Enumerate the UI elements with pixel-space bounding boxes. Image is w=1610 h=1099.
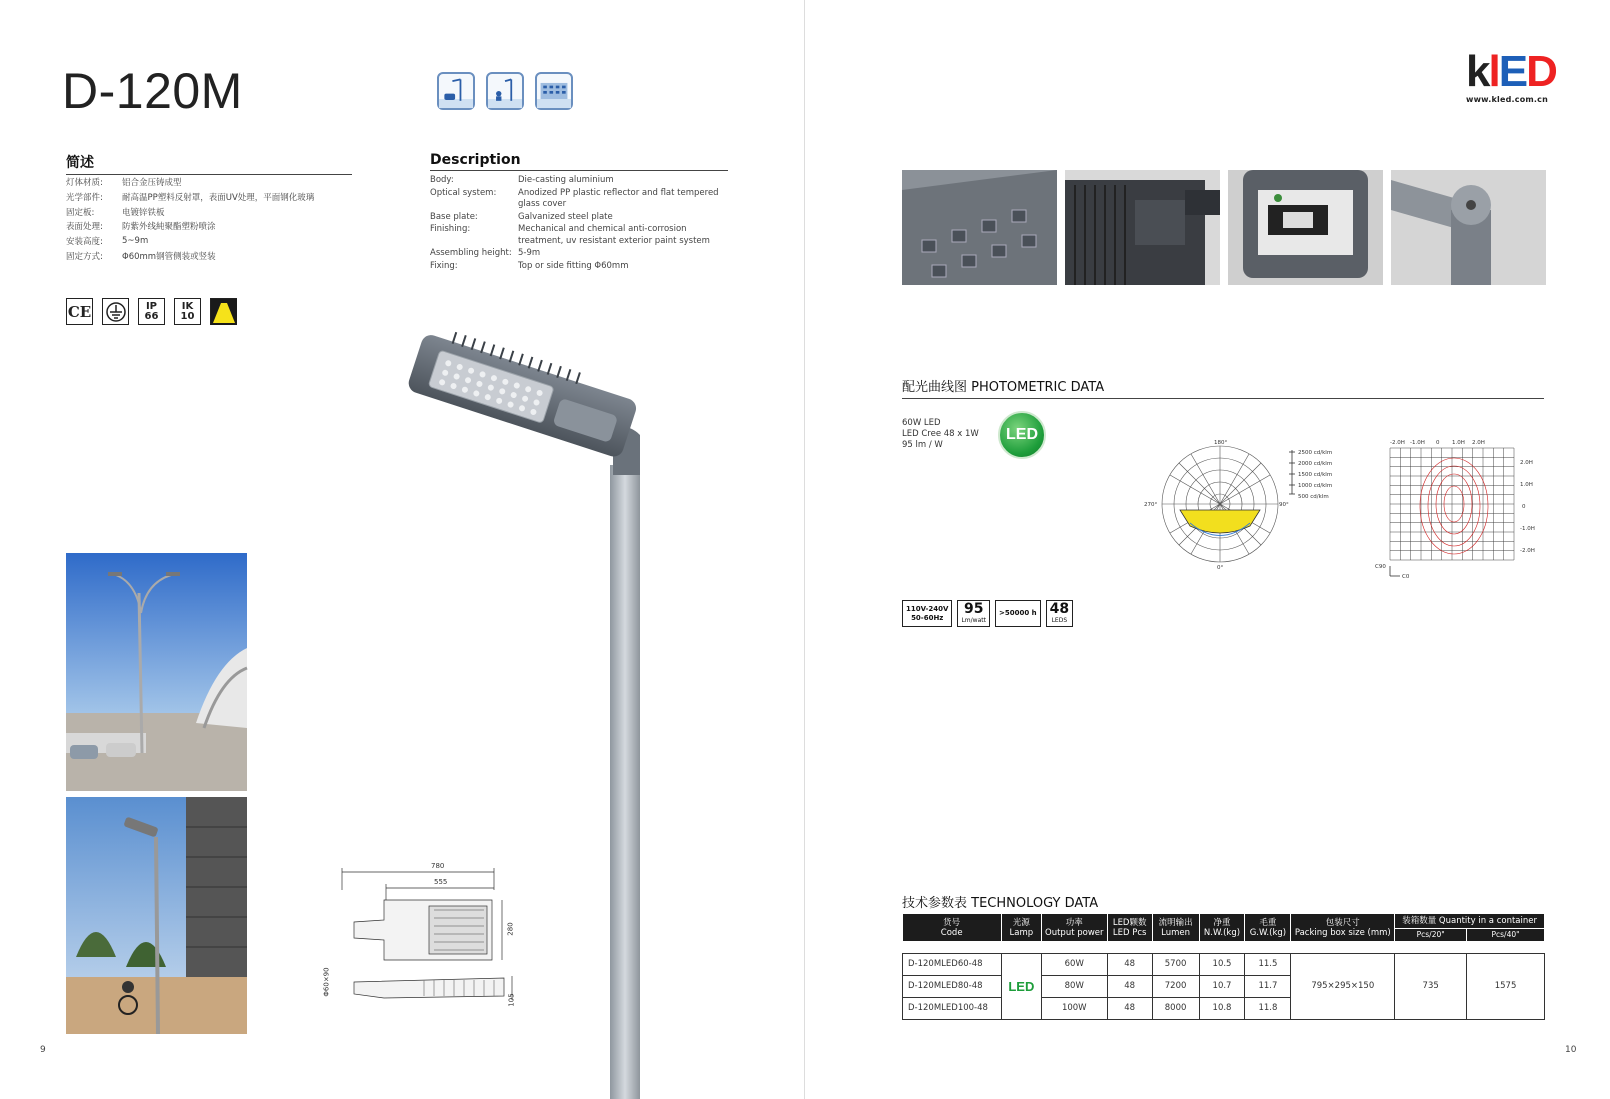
dim-label-105: 105 (507, 993, 516, 1007)
installation-photo-plaza (66, 797, 247, 1034)
summary-cn-row (66, 248, 366, 263)
spec-value: 铝合金压铸成型 (122, 178, 182, 189)
spec-value: Die-casting aluminium (518, 175, 614, 185)
spec-badges (902, 600, 1073, 627)
table-row (903, 953, 1545, 975)
description-row (430, 261, 730, 272)
header-label: LED Pcs (1112, 927, 1147, 938)
technology-heading: 技术参数表 TECHNOLOGY DATA (902, 896, 1099, 911)
logo-letter-e: E (1498, 47, 1527, 96)
photometric-heading: 配光曲线图 PHOTOMETRIC DATA (902, 376, 1544, 399)
technology-table (902, 914, 1545, 1020)
header-box-size (1291, 914, 1395, 941)
header-quantity: 装箱数量 Quantity in a container (1395, 914, 1545, 929)
header-label: Packing box size (mm) (1294, 927, 1391, 938)
dimension-drawing (334, 860, 524, 1020)
iso-right-label: 2.0H (1520, 460, 1533, 466)
led-info (902, 418, 979, 451)
led-info-line: LED Cree 48 x 1W (902, 429, 979, 439)
dim-label-555: 555 (434, 878, 448, 886)
summary-cn-row (66, 204, 366, 219)
spec-value: Φ60mm钢管侧装或竖装 (122, 251, 216, 262)
cell-net-weight: 10.5 (1199, 953, 1245, 975)
cell-gross-weight: 11.5 (1245, 953, 1291, 975)
brand-logo (1466, 47, 1556, 104)
spec-value: 5~9m (122, 236, 149, 247)
detail-photo-led-array (902, 170, 1057, 285)
cell-led-pcs: 48 (1107, 997, 1152, 1019)
header-net-weight (1199, 914, 1245, 941)
cell-power: 100W (1041, 997, 1107, 1019)
cell-code: D-120MLED60-48 (903, 953, 1002, 975)
led-badge-icon: LED (998, 411, 1046, 459)
header-label: G.W.(kg) (1249, 927, 1287, 938)
led-count-value: 48 (1049, 601, 1070, 617)
cell-net-weight: 10.8 (1199, 997, 1245, 1019)
spec-value: 耐高温PP塑料反射罩，表面UV处理，平面钢化玻璃 (122, 193, 315, 204)
frequency-range: 50-60Hz (911, 613, 944, 622)
cell-code: D-120MLED100-48 (903, 997, 1002, 1019)
efficacy-value: 95 (963, 601, 984, 617)
header-label: 包装尺寸 (1325, 917, 1360, 928)
iso-right-label: -1.0H (1520, 526, 1535, 532)
cell-power: 80W (1041, 975, 1107, 997)
polar-distribution-diagram (1144, 440, 1350, 588)
iso-top-label: 2.0H (1472, 440, 1485, 446)
description-list (430, 175, 730, 274)
header-label: Output power (1045, 927, 1104, 938)
header-pcs-20: Pcs/20" (1395, 929, 1467, 942)
description-row (430, 248, 730, 259)
dim-label-280: 280 (506, 922, 515, 936)
header-label: 毛重 (1259, 917, 1277, 928)
table-spacer (903, 941, 1545, 953)
header-led-pcs (1107, 914, 1152, 941)
summary-cn-row (66, 190, 366, 205)
page-number-left: 9 (40, 1045, 46, 1055)
spec-key: Fixing: (430, 260, 458, 271)
header-lamp (1001, 914, 1041, 941)
description-row (430, 188, 730, 210)
spec-key: Body: (430, 175, 454, 185)
header-label: 货号 (943, 917, 961, 928)
dim-label-780: 780 (431, 862, 445, 870)
header-label: N.W.(kg) (1203, 927, 1241, 938)
header-label: 光源 (1012, 917, 1030, 928)
spec-value: 电镀锌铁板 (122, 207, 165, 218)
header-code (903, 914, 1002, 941)
spec-key: Finishing: (430, 224, 471, 235)
spec-key: 固定板: (66, 207, 95, 218)
logo-letter-k: k (1466, 47, 1489, 96)
led-count-unit: LEDS (1051, 617, 1068, 624)
table-header-row (903, 914, 1545, 929)
polar-scale-label: 1000 cd/klm (1298, 483, 1333, 489)
page-number-right: 10 (1565, 1045, 1577, 1055)
iso-top-label: -1.0H (1410, 440, 1425, 446)
iso-c0-label: C0 (1402, 574, 1410, 580)
cell-box-size: 795×295×150 (1291, 953, 1395, 1019)
ik-label: IK (181, 300, 194, 312)
spec-key: Assembling height: (430, 248, 512, 259)
efficacy-unit: Lm/watt (961, 617, 986, 624)
lifetime-badge (995, 600, 1041, 627)
isolux-diagram (1370, 440, 1550, 588)
iso-top-label: 1.0H (1452, 440, 1465, 446)
spec-value: 防紫外线純聚酯塑粉喷涂 (122, 222, 216, 233)
header-power (1041, 914, 1107, 941)
spec-value: 5-9m (518, 248, 541, 259)
spec-key: 安装高度: (66, 237, 103, 248)
logo-letter-l: l (1488, 47, 1499, 96)
cell-led-pcs: 48 (1107, 975, 1152, 997)
ce-mark-icon: CE (66, 298, 93, 325)
cell-lumen: 5700 (1152, 953, 1199, 975)
led-info-line: 60W LED (902, 418, 941, 428)
detail-photo-heatsink (1065, 170, 1220, 285)
description-heading: Description (430, 152, 728, 171)
building-application-icon (535, 72, 573, 110)
spec-value: Top or side fitting Φ60mm (518, 260, 629, 271)
spec-key: Optical system: (430, 187, 497, 198)
header-label: 净重 (1213, 917, 1231, 928)
header-label: 功率 (1065, 917, 1083, 928)
polar-label-bottom: 0° (1217, 565, 1224, 571)
detail-photo-driver-box (1228, 170, 1383, 285)
iso-top-label: -2.0H (1390, 440, 1405, 446)
detail-photos (902, 170, 1546, 285)
spec-value: Anodized PP plastic reflector and flat tempered glass cover (518, 187, 719, 209)
installation-photo-street (66, 553, 247, 791)
spec-key: Base plate: (430, 211, 478, 222)
description-row (430, 224, 730, 246)
cell-led-pcs: 48 (1107, 953, 1152, 975)
cell-gross-weight: 11.7 (1245, 975, 1291, 997)
light-distribution-icon (210, 298, 237, 325)
header-pcs-40: Pcs/40" (1467, 929, 1545, 942)
polar-scale-label: 500 cd/klm (1298, 494, 1329, 500)
polar-label-left: 270° (1144, 502, 1158, 508)
cell-qty-20: 735 (1395, 953, 1467, 1019)
model-title: D-120M (62, 63, 243, 119)
header-label: Code (940, 927, 963, 938)
logo-mark (1466, 47, 1556, 96)
header-label: Lamp (1009, 927, 1034, 938)
iso-right-label: 0 (1522, 504, 1526, 510)
voltage-range: 110V-240V (906, 604, 949, 613)
header-label: 流明输出 (1158, 917, 1193, 928)
spec-value: Mechanical and chemical anti-corrosion treatment, uv resistant exterior paint system (518, 224, 710, 246)
polar-label-right: 90° (1279, 502, 1289, 508)
spec-key: 光学部件: (66, 193, 103, 204)
iso-top-label: 0 (1436, 440, 1440, 446)
spec-key: 表面处理: (66, 222, 103, 233)
lifetime-value: >50000 h (998, 609, 1037, 617)
summary-cn-row (66, 234, 366, 249)
iso-right-label: -2.0H (1520, 548, 1535, 554)
description-row (430, 175, 730, 186)
description-row (430, 212, 730, 223)
application-icons (437, 72, 573, 110)
ground-class-icon (102, 298, 129, 325)
cell-gross-weight: 11.8 (1245, 997, 1291, 1019)
iso-c90-label: C90 (1375, 564, 1386, 570)
spec-key: 灯体材质: (66, 178, 103, 189)
ip-label: IP (145, 300, 158, 312)
road-application-icon (437, 72, 475, 110)
header-lumen (1152, 914, 1199, 941)
efficacy-badge (957, 600, 990, 627)
certification-icons (66, 298, 237, 325)
logo-url: www.kled.com.cn (1466, 95, 1549, 104)
summary-cn-row (66, 175, 366, 190)
header-gross-weight (1245, 914, 1291, 941)
header-label: Lumen (1161, 927, 1191, 938)
led-count-badge (1046, 600, 1073, 627)
summary-cn-row (66, 219, 366, 234)
polar-scale-label: 2000 cd/klm (1298, 461, 1333, 467)
ik-rating-icon (174, 298, 201, 325)
ip-rating-icon (138, 298, 165, 325)
led-info-line: 95 lm / W (902, 440, 943, 450)
spec-value: Galvanized steel plate (518, 211, 613, 222)
header-label: LED颗数 (1112, 917, 1147, 928)
cell-net-weight: 10.7 (1199, 975, 1245, 997)
cell-lamp: LED (1001, 953, 1041, 1019)
ip-value: 66 (144, 310, 159, 322)
voltage-badge (902, 600, 952, 627)
cell-qty-40: 1575 (1467, 953, 1545, 1019)
dim-label-phi: Φ60×90 (322, 967, 331, 997)
summary-cn-list (66, 175, 366, 263)
logo-letter-d: D (1526, 47, 1556, 96)
park-application-icon (486, 72, 524, 110)
polar-scale-label: 1500 cd/klm (1298, 472, 1333, 478)
detail-photo-pole-joint (1391, 170, 1546, 285)
cell-code: D-120MLED80-48 (903, 975, 1002, 997)
polar-scale-label: 2500 cd/klm (1298, 450, 1333, 456)
polar-label-top: 180° (1214, 440, 1228, 446)
iso-right-label: 1.0H (1520, 482, 1533, 488)
cell-lumen: 7200 (1152, 975, 1199, 997)
cell-lumen: 8000 (1152, 997, 1199, 1019)
cell-power: 60W (1041, 953, 1107, 975)
ik-value: 10 (180, 310, 195, 322)
summary-cn-heading: 简述 (66, 152, 352, 175)
spec-key: 固定方式: (66, 251, 103, 262)
